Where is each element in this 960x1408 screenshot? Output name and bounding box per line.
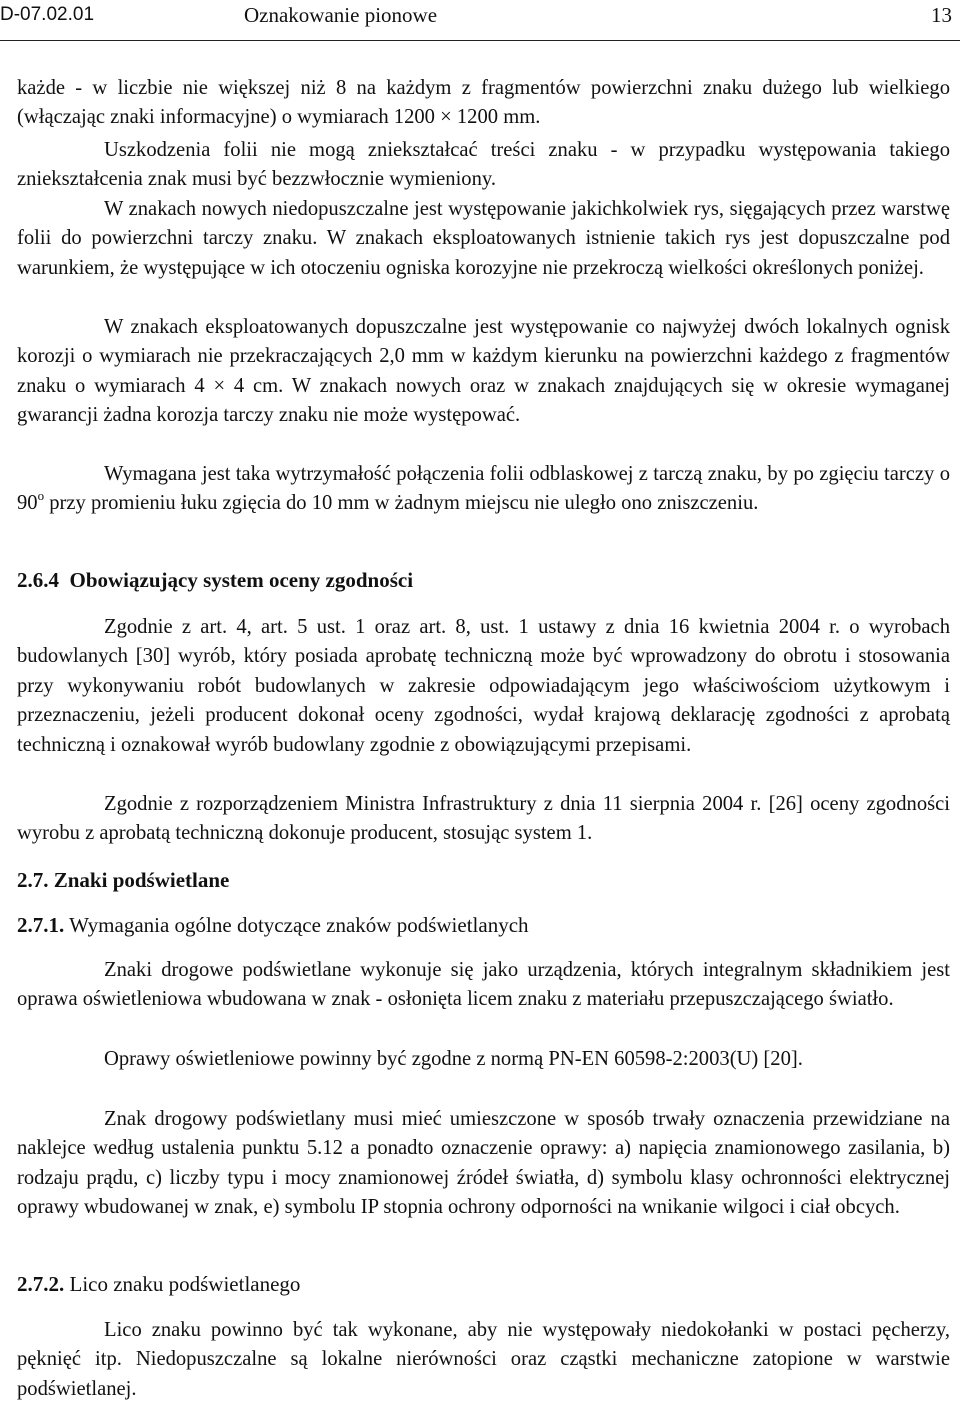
page-number: 13 bbox=[931, 3, 952, 27]
subsection-heading-2-7-2 bbox=[17, 1270, 300, 1299]
degree-superscript: o bbox=[37, 488, 45, 504]
paragraph-scratches: W znakach nowych niedopuszczalne jest występowanie jakichkolwiek rys, sięgających przez warstwę folii do powierzchni tarczy znaku. W znakach eksploatowanych istnienie takich rys jest dopuszczalne pod warunkiem, że występujące w ich otoczeniu ogniska korozyjne nie przekroczą wielkości określonych poniżej. bbox=[17, 198, 950, 279]
paragraph-sign-face: Lico znaku powinno być tak wykonane, aby nie występowały niedokołanki w postaci pęcherzy, pęknięć itp. Niedopuszczalne są lokalne nierówności oraz cząstki mechaniczne zatopione w warstwie podświetlanej. bbox=[17, 1319, 950, 1400]
paragraph-regulation: Zgodnie z rozporządzeniem Ministra Infrastruktury z dnia 11 sierpnia 2004 r. [26] oceny zgodności wyrobu z aprobatą techniczną dokonuje producent, stosując system 1. bbox=[17, 793, 950, 845]
bond-text-b: przy promieniu łuku zgięcia do 10 mm w żadnym miejscu nie uległo ono zniszczeniu. bbox=[44, 492, 759, 515]
header-rule bbox=[0, 40, 960, 41]
document-code: D-07.02.01 bbox=[0, 4, 95, 25]
section-heading-2-7: 2.7. Znaki podświetlane bbox=[17, 868, 230, 892]
subsection-heading-2-7-1 bbox=[17, 911, 529, 940]
subsection-title: Wymagania ogólne dotyczące znaków podświetlanych bbox=[64, 913, 529, 937]
paragraph-conformity: Zgodnie z art. 4, art. 5 ust. 1 oraz art. 8, ust. 1 ustawy z dnia 16 kwietnia 2004 r. o wyrobach budowlanych [30] wyrób, który posiada aprobatę techniczną może być wprowadzony do obrotu i stosowania przy wykonywaniu robót budowlanych w zakresie odpowiadającym jego właściwościom użytkowym i przeznaczeniu, jeżeli producent dokonał oceny zgodności, wydał krajową deklarację zgodności z aprobatą techniczną i oznakował wyrób budowlany zgodnie z obowiązującymi przepisami. bbox=[17, 616, 950, 756]
paragraph-lit-signs: Znaki drogowe podświetlane wykonuje się jako urządzenia, których integralnym składnikiem jest oprawa oświetleniowa wbudowana w znak - osłonięta licem znaku z materiału przepuszczającego światło. bbox=[17, 959, 950, 1011]
paragraph-luminaires: Oprawy oświetleniowe powinny być zgodne z normą PN-EN 60598-2:2003(U) [20]. bbox=[104, 1048, 803, 1070]
subsection-title: Lico znaku podświetlanego bbox=[64, 1272, 301, 1296]
bond-text-a: Wymagana jest taka wytrzymałość połączenia folii odblaskowej z tarczą znaku, by po zgięciu tarczy o 90 bbox=[17, 463, 950, 515]
page-header bbox=[0, 0, 960, 42]
paragraph-corrosion: W znakach eksploatowanych dopuszczalne jest występowanie co najwyżej dwóch lokalnych ognisk korozji o wymiarach nie przekraczających 2,0 mm w każdym kierunku na powierzchni każdego z fragmentów znaku o wymiarach 4 × 4 cm. W znakach nowych oraz w znakach znajdujących się w okresie wymaganej gwarancji żadna korozja tarczy znaku nie może występować. bbox=[17, 316, 950, 427]
running-title: Oznakowanie pionowe bbox=[244, 3, 438, 27]
subsection-number: 2.7.1. bbox=[17, 913, 65, 937]
paragraph-markings: Znak drogowy podświetlany musi mieć umieszczone w sposób trwały oznaczenia przewidziane na naklejce według ustalenia punktu 5.12 a ponadto oznaczenie oprawy: a) napięcia znamionowego zasilania, b) rodzaju prądu, c) liczby typu i mocy znamionowej źródeł światła, d) symbolu klasy ochronności elektrycznej oprawy wbudowanej w znak, e) symbolu IP stopnia ochrony odporności na wnikanie wilgoci i ciał obcych. bbox=[17, 1108, 950, 1219]
paragraph-bond-strength bbox=[17, 460, 950, 519]
section-heading-2-6-4: 2.6.4 Obowiązujący system oceny zgodności bbox=[17, 568, 414, 592]
paragraph-continued: każde - w liczbie nie większej niż 8 na każdym z fragmentów powierzchni znaku dużego lub wielkiego (włączając znaki informacyjne) o wymiarach 1200 × 1200 mm. bbox=[17, 77, 950, 129]
subsection-number: 2.7.2. bbox=[17, 1272, 65, 1296]
paragraph-foil-damage: Uszkodzenia folii nie mogą zniekształcać treści znaku - w przypadku występowania takiego zniekształcenia znak musi być bezzwłocznie wymieniony. bbox=[17, 139, 950, 191]
